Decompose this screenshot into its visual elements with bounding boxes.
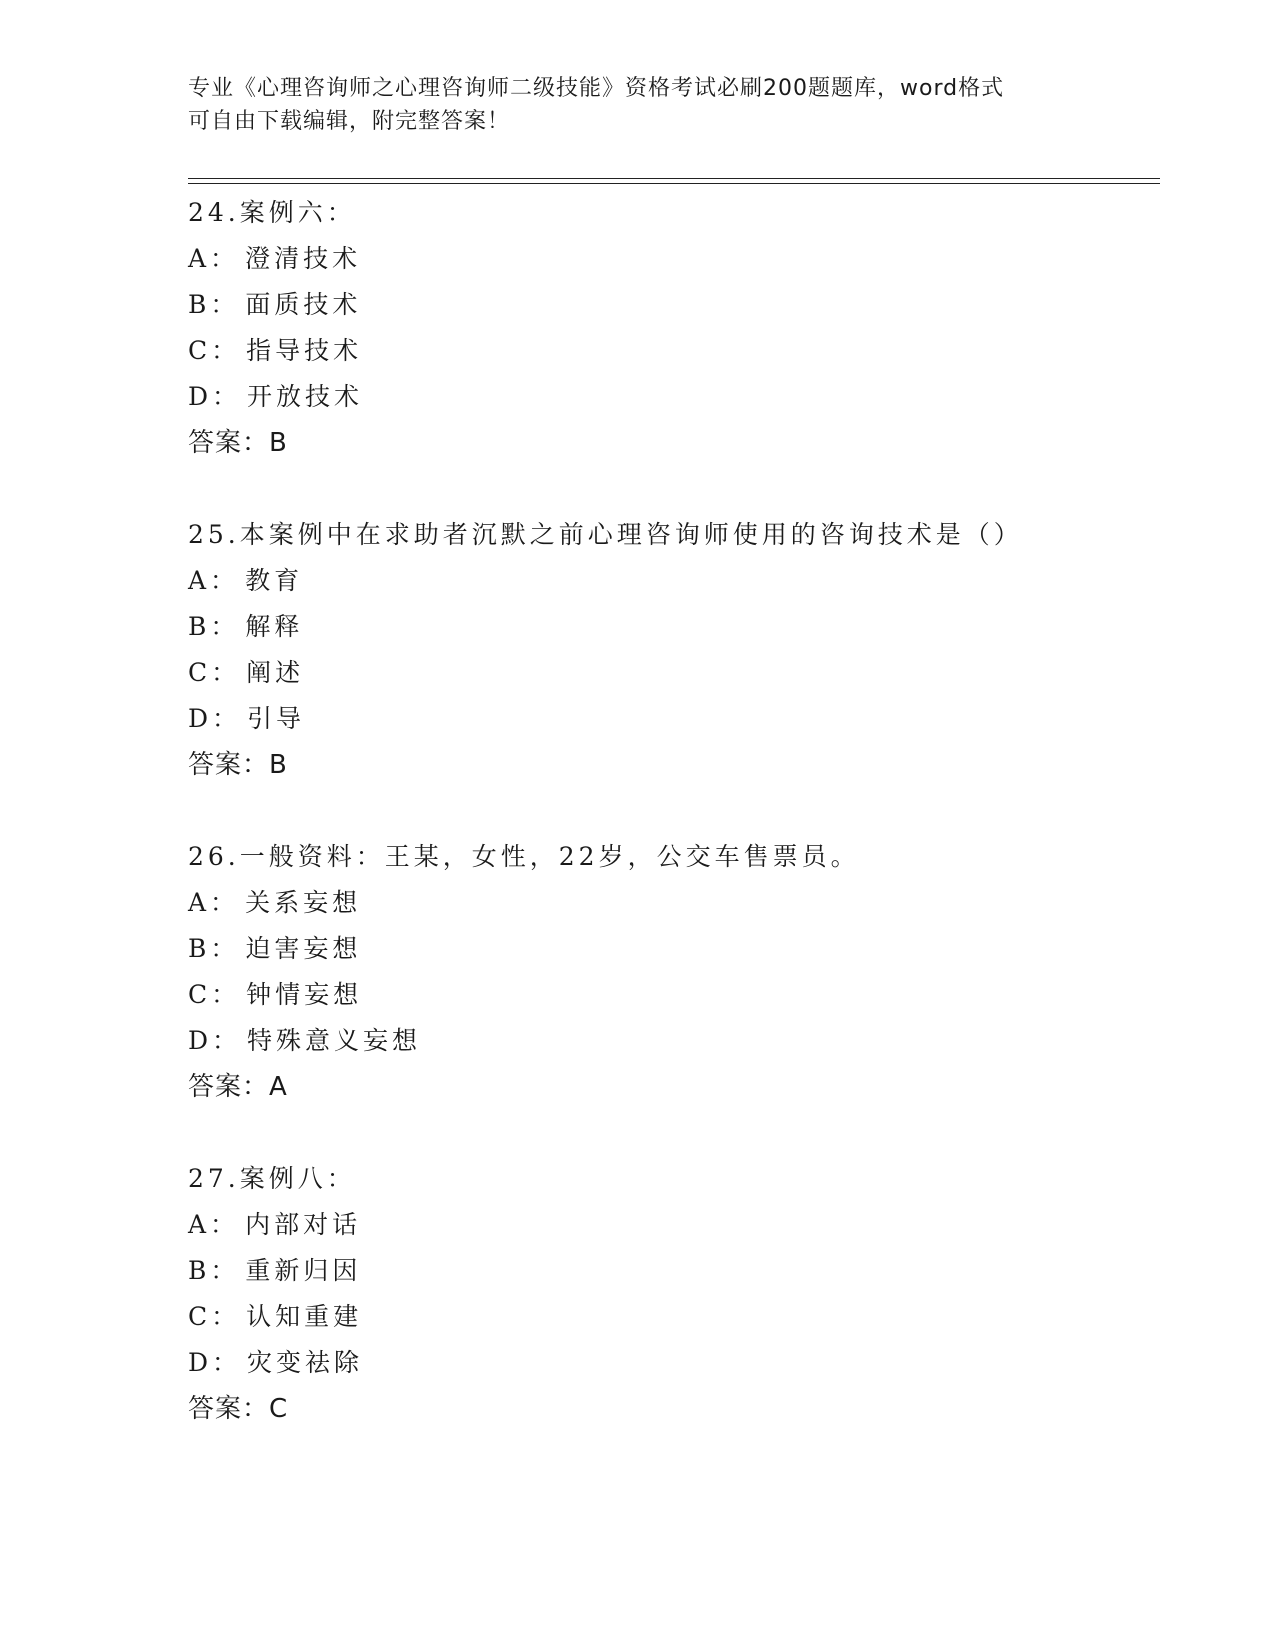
answer-line: 答案：B	[188, 750, 288, 780]
option-text: 钟情妄想	[246, 980, 363, 1009]
option-d	[188, 696, 1188, 742]
option-letter: C：	[188, 1302, 241, 1331]
option-letter: D：	[188, 704, 242, 733]
question-24	[188, 190, 1188, 466]
option-a	[188, 880, 1188, 926]
option-c	[188, 328, 1188, 374]
question-stem: 26.一般资料：王某，女性，22岁，公交车售票员。	[188, 842, 860, 871]
header-divider-bottom	[188, 183, 1160, 184]
option-d	[188, 1018, 1188, 1064]
option-letter: B：	[188, 612, 240, 641]
option-b	[188, 282, 1188, 328]
option-c	[188, 1294, 1188, 1340]
question-stem: 25.本案例中在求助者沉默之前心理咨询师使用的咨询技术是（）	[188, 520, 1023, 549]
option-a	[188, 558, 1188, 604]
header-line-1: 专业《心理咨询师之心理咨询师二级技能》资格考试必刷200题题库，word格式	[188, 76, 1005, 101]
option-letter: B：	[188, 934, 240, 963]
option-text: 重新归因	[245, 1256, 362, 1285]
question-26	[188, 834, 1188, 1110]
option-d	[188, 374, 1188, 420]
question-27	[188, 1156, 1188, 1432]
answer-line: 答案：A	[188, 1072, 288, 1102]
option-text: 教育	[245, 566, 304, 595]
document-header	[188, 72, 1088, 138]
option-b	[188, 604, 1188, 650]
option-text: 内部对话	[245, 1210, 362, 1239]
option-text: 特殊意义妄想	[247, 1026, 422, 1055]
option-letter: C：	[188, 658, 241, 687]
option-text: 澄清技术	[245, 244, 362, 273]
option-letter: B：	[188, 1256, 240, 1285]
option-d	[188, 1340, 1188, 1386]
option-text: 指导技术	[246, 336, 363, 365]
option-text: 开放技术	[247, 382, 364, 411]
question-list	[188, 190, 1188, 1478]
question-stem: 24.案例六：	[188, 198, 356, 227]
option-letter: A：	[188, 888, 240, 917]
header-line-2: 可自由下载编辑，附完整答案！	[188, 109, 511, 134]
question-25	[188, 512, 1188, 788]
option-a	[188, 236, 1188, 282]
option-a	[188, 1202, 1188, 1248]
option-text: 引导	[247, 704, 306, 733]
option-text: 面质技术	[245, 290, 362, 319]
option-c	[188, 972, 1188, 1018]
option-text: 阐述	[246, 658, 305, 687]
answer-line: 答案：B	[188, 428, 288, 458]
header-divider-top	[188, 178, 1160, 179]
option-letter: A：	[188, 244, 240, 273]
option-letter: C：	[188, 336, 241, 365]
question-stem: 27.案例八：	[188, 1164, 356, 1193]
option-text: 迫害妄想	[245, 934, 362, 963]
option-c	[188, 650, 1188, 696]
option-b	[188, 1248, 1188, 1294]
option-letter: B：	[188, 290, 240, 319]
option-letter: A：	[188, 566, 240, 595]
option-text: 关系妄想	[245, 888, 362, 917]
option-text: 解释	[245, 612, 304, 641]
option-text: 灾变祛除	[247, 1348, 364, 1377]
option-letter: A：	[188, 1210, 240, 1239]
option-letter: D：	[188, 1348, 242, 1377]
option-letter: C：	[188, 980, 241, 1009]
option-letter: D：	[188, 382, 242, 411]
answer-line: 答案：C	[188, 1394, 289, 1424]
option-b	[188, 926, 1188, 972]
option-text: 认知重建	[246, 1302, 363, 1331]
option-letter: D：	[188, 1026, 242, 1055]
